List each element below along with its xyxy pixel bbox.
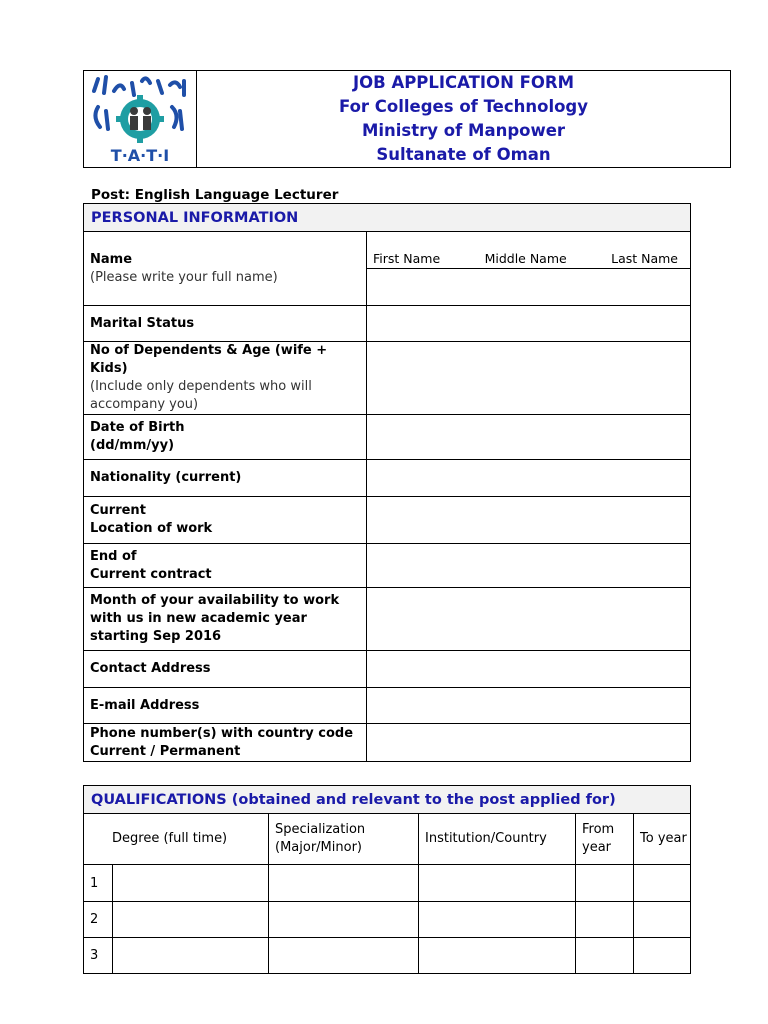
dependents-hint: (Include only dependents who will accompany you) [90,379,312,412]
specialization-field[interactable] [269,902,419,938]
row-number: 3 [84,938,113,974]
personal-information-heading: PERSONAL INFORMATION [84,204,691,232]
title-line-1: JOB APPLICATION FORM [352,73,575,92]
from-year-column-header: From year [576,814,634,865]
title-line-4: Sultanate of Oman [376,145,551,164]
first-name-label: First Name [373,251,441,266]
name-input-field[interactable] [367,269,691,306]
form-header [83,70,731,168]
last-name-label: Last Name [611,251,678,266]
row-number: 2 [84,902,113,938]
qualifications-heading: QUALIFICATIONS (obtained and relevant to the post applied for) [84,786,691,814]
date-of-birth-label: Date of Birth [90,420,185,435]
location-of-work-field[interactable] [367,497,691,544]
personal-information-table [83,203,691,762]
to-year-field[interactable] [634,938,691,974]
tati-logo-graphic [84,71,196,167]
title-line-3: Ministry of Manpower [361,121,566,140]
post-title: Post: English Language Lecturer [91,187,339,203]
marital-status-field[interactable] [367,306,691,342]
location-of-work-label-cell [84,497,367,544]
qualification-row [84,938,691,974]
qualification-row [84,902,691,938]
name-label: Name [90,251,133,267]
dependents-label: No of Dependents & Age (wife + Kids) [90,343,328,376]
end-of-contract-label-cell [84,544,367,588]
availability-label: Month of your availability to work with us in new academic year starting Sep 2016 [84,588,367,651]
to-year-field[interactable] [634,902,691,938]
date-of-birth-field[interactable] [367,415,691,460]
phone-type-label: Current / Permanent [90,743,241,759]
date-of-birth-label-cell [84,415,367,460]
from-year-field[interactable] [576,865,634,902]
end-of-contract-field[interactable] [367,544,691,588]
specialization-field[interactable] [269,938,419,974]
title-line-2: For Colleges of Technology [338,97,588,116]
from-year-field[interactable] [576,938,634,974]
tati-logo [84,71,197,167]
nationality-label: Nationality (current) [84,460,367,497]
qualifications-table [83,785,691,974]
logo-text: T·A·T·I [110,146,170,165]
form-title [197,71,730,167]
email-address-label: E-mail Address [84,688,367,724]
institution-field[interactable] [419,938,576,974]
specialization-field[interactable] [269,865,419,902]
email-address-field[interactable] [367,688,691,724]
current-contract-label: Current contract [90,566,212,582]
name-label-cell [84,232,367,306]
availability-field[interactable] [367,588,691,651]
marital-status-label: Marital Status [84,306,367,342]
middle-name-label: Middle Name [484,251,567,266]
institution-field[interactable] [419,865,576,902]
date-of-birth-format: (dd/mm/yy) [90,438,175,453]
dependents-label-cell [84,342,367,415]
name-hint: (Please write your full name) [90,269,278,285]
location-of-work-label: Location of work [90,521,213,536]
from-year-field[interactable] [576,902,634,938]
name-columns-header [367,232,691,269]
degree-column-header: Degree (full time) [84,814,269,865]
phone-field[interactable] [367,724,691,762]
row-number: 1 [84,865,113,902]
specialization-column-header: Specialization (Major/Minor) [269,814,419,865]
contact-address-label: Contact Address [84,651,367,688]
institution-column-header: Institution/Country [419,814,576,865]
phone-label: Phone number(s) with country code [90,725,354,741]
end-of-label: End of [90,548,137,564]
degree-field[interactable] [113,902,269,938]
dependents-field[interactable] [367,342,691,415]
degree-field[interactable] [113,865,269,902]
to-year-field[interactable] [634,865,691,902]
qualification-row [84,865,691,902]
institution-field[interactable] [419,902,576,938]
contact-address-field[interactable] [367,651,691,688]
nationality-field[interactable] [367,460,691,497]
degree-field[interactable] [113,938,269,974]
phone-label-cell [84,724,367,762]
to-year-column-header: To year [634,814,691,865]
location-current-label: Current [90,503,146,518]
